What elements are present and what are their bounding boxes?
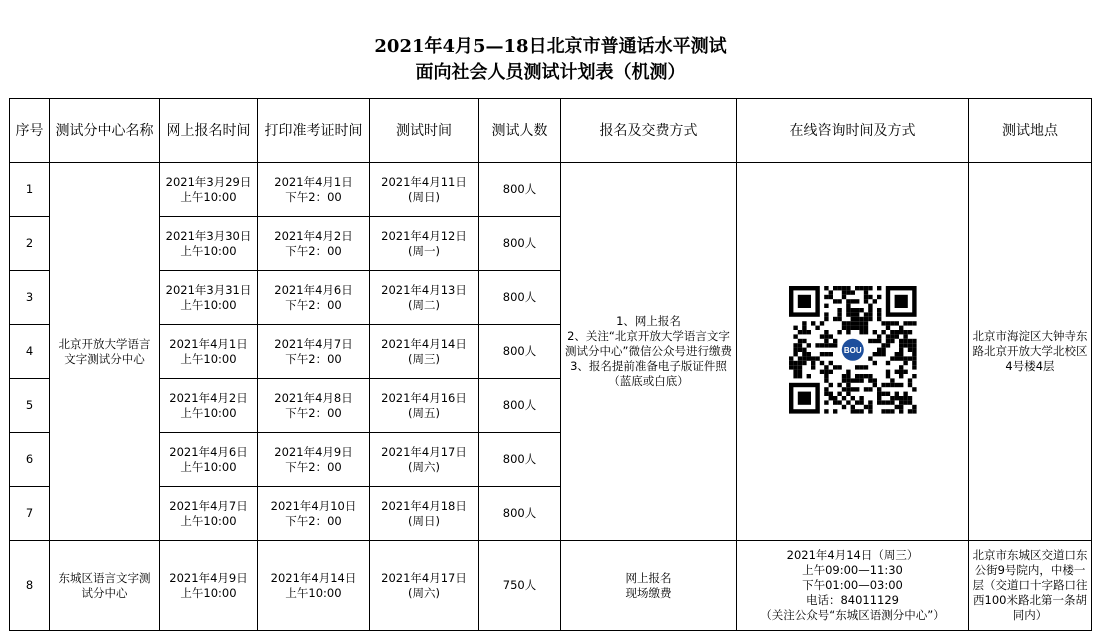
count-cell: 800人: [479, 217, 561, 271]
page-title: 2021年4月5—18日北京市普通话水平测试: [374, 36, 727, 57]
header-payment: 报名及交费方式: [561, 99, 737, 163]
center-name: 北京开放大学语言文字测试分中心: [50, 163, 160, 541]
reg-time-cell: 2021年4月7日 上午10:00: [160, 487, 258, 541]
test-time-cell: 2021年4月17日 (周六): [370, 433, 479, 487]
print-time-cell: 2021年4月9日 下午2：00: [258, 433, 370, 487]
table-row: [10, 163, 1092, 217]
consult-qr-cell: [737, 163, 969, 541]
reg-time-cell: 2021年3月31日 上午10:00: [160, 271, 258, 325]
row-no: 6: [10, 433, 50, 487]
reg-time-cell: 2021年3月29日 上午10:00: [160, 163, 258, 217]
qr-logo-text: BOU: [843, 345, 862, 355]
reg-time-cell: 2021年4月6日 上午10:00: [160, 433, 258, 487]
row-no: 4: [10, 325, 50, 379]
header-count: 测试人数: [479, 99, 561, 163]
print-time-cell: 2021年4月1日 下午2：00: [258, 163, 370, 217]
print-time-cell: 2021年4月14日 上午10:00: [258, 541, 370, 631]
header-row: [10, 99, 1092, 163]
count-cell: 800人: [479, 163, 561, 217]
header-consult: 在线咨询时间及方式: [737, 99, 969, 163]
table-row: [10, 541, 1092, 631]
header-no: 序号: [10, 99, 50, 163]
header-center: 测试分中心名称: [50, 99, 160, 163]
count-cell: 800人: [479, 433, 561, 487]
count-cell: 800人: [479, 325, 561, 379]
count-cell: 800人: [479, 379, 561, 433]
test-time-cell: 2021年4月12日 (周一): [370, 217, 479, 271]
test-time-cell: 2021年4月17日 (周六): [370, 541, 479, 631]
row-no: 2: [10, 217, 50, 271]
header-print-time: 打印准考证时间: [258, 99, 370, 163]
test-time-cell: 2021年4月16日 (周五): [370, 379, 479, 433]
row-no: 5: [10, 379, 50, 433]
schedule-table: [9, 98, 1092, 631]
test-time-cell: 2021年4月11日 (周日): [370, 163, 479, 217]
header-reg-time: 网上报名时间: [160, 99, 258, 163]
count-cell: 750人: [479, 541, 561, 631]
reg-time-cell: 2021年4月2日 上午10:00: [160, 379, 258, 433]
print-time-cell: 2021年4月6日 下午2：00: [258, 271, 370, 325]
qr-code[interactable]: [787, 277, 919, 423]
header-test-time: 测试时间: [370, 99, 479, 163]
payment-method: 1、网上报名 2、关注“北京开放大学语言文字测试分中心”微信公众号进行缴费 3、报名提前准备电子版证件照（蓝底或白底）: [561, 163, 737, 541]
reg-time-cell: 2021年4月1日 上午10:00: [160, 325, 258, 379]
row-no: 7: [10, 487, 50, 541]
center-name: 东城区语言文字测试分中心: [50, 541, 160, 631]
test-time-cell: 2021年4月14日 (周三): [370, 325, 479, 379]
count-cell: 800人: [479, 271, 561, 325]
test-time-cell: 2021年4月13日 (周二): [370, 271, 479, 325]
print-time-cell: 2021年4月2日 下午2：00: [258, 217, 370, 271]
test-time-cell: 2021年4月18日 (周日): [370, 487, 479, 541]
location-cell: 北京市海淀区大钟寺东路北京开放大学北校区4号楼4层: [969, 163, 1092, 541]
row-no: 3: [10, 271, 50, 325]
consult-info: 2021年4月14日（周三） 上午09:00—11:30 下午01:00—03:00 电话：84011129 （关注公众号“东城区语测分中心”）: [737, 541, 969, 631]
print-time-cell: 2021年4月10日 下午2：00: [258, 487, 370, 541]
header-location: 测试地点: [969, 99, 1092, 163]
print-time-cell: 2021年4月8日 下午2：00: [258, 379, 370, 433]
row-no: 8: [10, 541, 50, 631]
row-no: 1: [10, 163, 50, 217]
count-cell: 800人: [479, 487, 561, 541]
reg-time-cell: 2021年3月30日 上午10:00: [160, 217, 258, 271]
location-cell: 北京市东城区交道口东公街9号院内，中楼一层（交道口十字路口往西100米路北第一条胡同内）: [969, 541, 1092, 631]
print-time-cell: 2021年4月7日 下午2：00: [258, 325, 370, 379]
page-subtitle: 面向社会人员测试计划表（机测）: [415, 62, 686, 83]
payment-method: 网上报名 现场缴费: [561, 541, 737, 631]
reg-time-cell: 2021年4月9日 上午10:00: [160, 541, 258, 631]
